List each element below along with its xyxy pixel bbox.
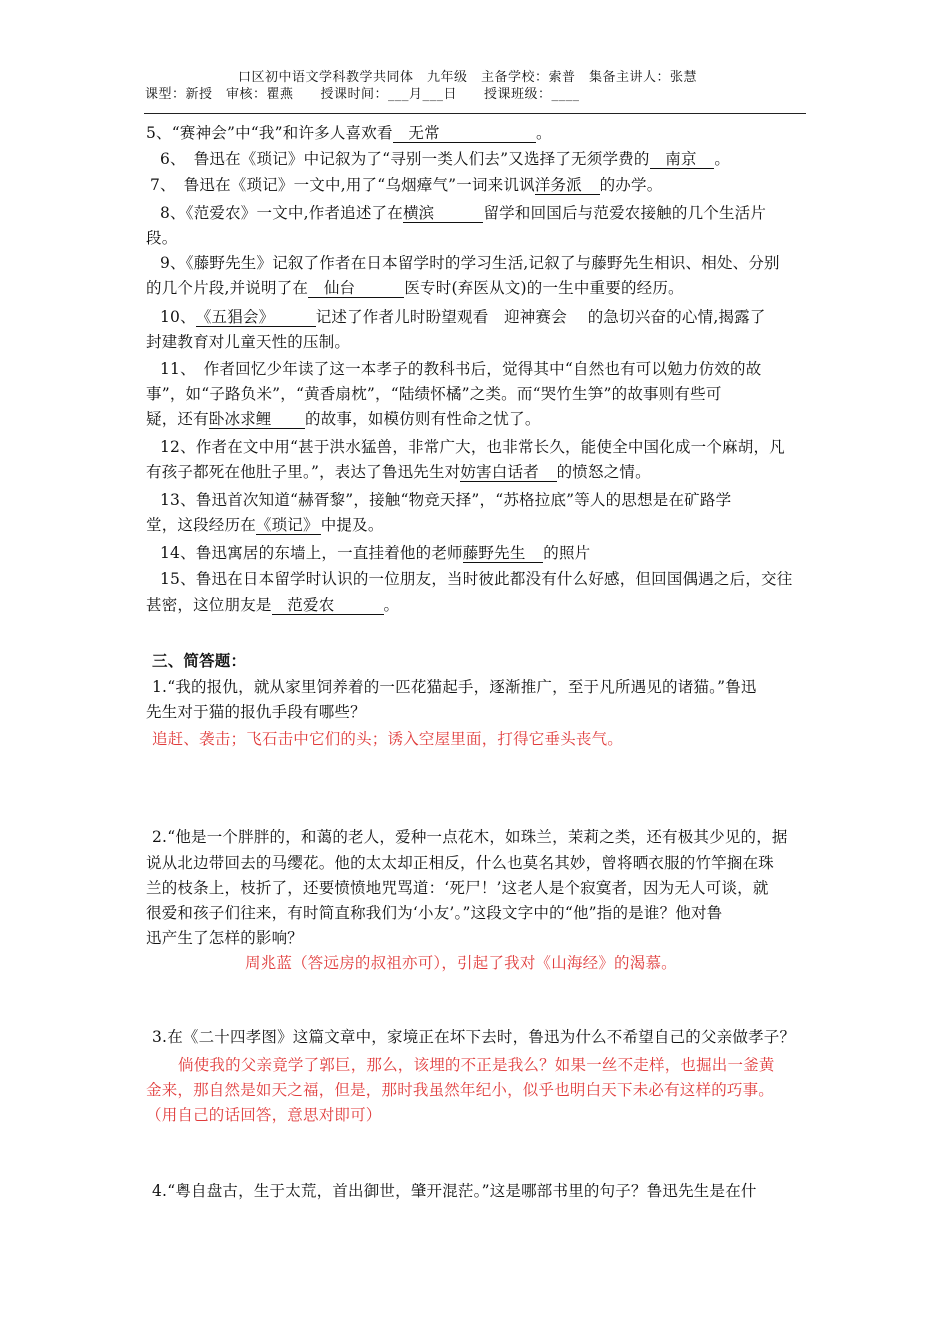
- question-6: [160, 148, 824, 170]
- question-text: 14、鲁迅寓居的东墙上，一直挂着他的老师: [160, 544, 463, 562]
- short-q2-line-1: 2.“他是一个胖胖的，和蔼的老人，爱种一点花木，如珠兰，茉莉之类，还有极其少见的，据: [152, 828, 788, 846]
- question-text: 的办学。: [599, 176, 663, 194]
- answer-blank: 南京: [649, 150, 713, 168]
- short-q3-answer-2: 金来，那自然是如天之福，但是，那时我虽然年纪小，似乎也明白天下未必有这样的巧事。: [146, 1081, 775, 1099]
- short-q3-answer-1: 倘使我的父亲竟学了郭巨，那么，该埋的不正是我么？如果一丝不走样，也掘出一釜黄: [178, 1056, 775, 1074]
- question-11-line-1: 11、 作者回忆少年读了这一本孝子的教科书后，觉得其中“自然也有可以勉力仿效的故: [160, 360, 762, 378]
- question-12-line-1: 12、作者在文中用“甚于洪水猛兽，非常广大，也非常长久，能使全中国化成一个麻胡，凡: [160, 438, 785, 456]
- question-8-cont: 段。: [146, 229, 178, 247]
- question-text: 的几个片段,并说明了在: [146, 279, 309, 297]
- question-text: 5、“赛神会”中“我”和许多人喜欢看: [146, 124, 393, 142]
- question-8: [160, 202, 824, 224]
- question-text: 医专时(弃医从文)的一生中重要的经历。: [404, 279, 684, 297]
- answer-blank: 范爱农: [271, 596, 382, 614]
- short-q1-line-2: 先生对于猫的报仇手段有哪些？: [146, 703, 366, 721]
- question-text: 中提及。: [320, 516, 384, 534]
- question-text: 7、 鲁迅在《琐记》一文中,用了“乌烟瘴气”一词来讥讽: [150, 176, 535, 194]
- short-q1-line-1: 1.“我的报仇，就从家里饲养着的一匹花猫起手，逐渐推广，至于凡所遇见的诸猫。”鲁迅: [152, 678, 757, 696]
- header-line-2: 课型：新授 审核：瞿燕 授课时间：___月___日 授课班级：____: [145, 87, 580, 102]
- question-text: 记述了作者儿时盼望观看 迎神赛会 的急切兴奋的心情,揭露了: [315, 308, 766, 326]
- question-text: 留学和回国后与范爱农接触的几个生活片: [483, 204, 767, 222]
- header-divider: [144, 113, 806, 114]
- question-5: [146, 122, 810, 144]
- question-12: [146, 461, 810, 483]
- question-13-line-1: 13、鲁迅首次知道“赫胥黎”，接触“物竞天择”，“苏格拉底”等人的思想是在矿路学: [160, 491, 732, 509]
- question-text: 堂，这段经历在: [146, 516, 256, 534]
- question-text: 。: [383, 596, 400, 614]
- answer-blank: 洋务派: [534, 176, 598, 194]
- question-15-line-1: 15、鲁迅在日本留学时认识的一位朋友，当时彼此都没有什么好感，但回国偶遇之后，交往: [160, 570, 793, 588]
- short-q2-line-5: 迅产生了怎样的影响？: [146, 929, 304, 947]
- question-text: 的故事，如模仿则有性命之忧了。: [305, 410, 541, 428]
- short-q2-line-2: 说从北边带回去的马缨花。他的太太却正相反，什么也莫名其妙，曾将晒衣服的竹竿搁在珠: [146, 854, 775, 872]
- answer-blank: 横滨: [402, 204, 482, 222]
- answer-blank: 藤野先生: [462, 544, 542, 562]
- question-text: 的愤怒之情。: [556, 463, 651, 481]
- question-7: [150, 174, 814, 196]
- short-q2-line-4: 很爱和孩子们往来，有时简直称我们为‘小友’。”这段文字中的“他”指的是谁？他对鲁: [146, 904, 723, 922]
- question-text: 甚密，这位朋友是: [146, 596, 272, 614]
- question-text: 8、《范爱农》一文中,作者追述了在: [160, 204, 403, 222]
- question-text: 。: [714, 150, 731, 168]
- question-text: 10、: [160, 308, 196, 326]
- short-q3-answer-3: （用自己的话回答，意思对即可）: [146, 1106, 382, 1124]
- question-9-line-1: 9、《藤野先生》记叙了作者在日本留学时的学习生活,记叙了与藤野先生相识、相处、分别: [160, 254, 780, 272]
- short-q2-line-3: 兰的枝条上，枝折了，还要愤愤地咒骂道：‘死尸！’这老人是个寂寞者，因为无人可谈，就: [146, 879, 769, 897]
- section-title: 三、简答题：: [152, 651, 247, 670]
- question-text: 的照片: [543, 544, 591, 562]
- question-10: [160, 306, 824, 328]
- short-q1-answer: 追赶、袭击；飞石击中它们的头；诱入空屋里面，打得它垂头丧气。: [152, 730, 624, 748]
- answer-blank: 仙台: [308, 279, 403, 297]
- question-9: [146, 277, 810, 299]
- question-text: 疑，还有: [146, 410, 209, 428]
- answer-blank: 《五猖会》: [195, 308, 314, 326]
- short-q3-line-1: 3.在《二十四孝图》这篇文章中，家境正在坏下去时，鲁迅为什么不希望自己的父亲做孝子？: [152, 1028, 796, 1046]
- question-11-line-2: 事”，如“子路负米”，“黄香扇枕”，“陆绩怀橘”之类。而“哭竹生笋”的故事则有些可: [146, 385, 722, 403]
- answer-blank: 无常: [392, 124, 534, 142]
- short-q2-answer: 周兆蓝（答远房的叔祖亦可），引起了我对《山海经》的渴慕。: [245, 954, 677, 972]
- question-text: 有孩子都死在他肚子里。”，表达了鲁迅先生对: [146, 463, 461, 481]
- question-10-cont: 封建教育对儿童天性的压制。: [146, 333, 351, 351]
- answer-blank: 妨害白话者: [460, 463, 555, 481]
- header-line-1: 口区初中语文学科教学共同体 九年级 主备学校：索普 集备主讲人：张慧: [238, 70, 698, 85]
- short-q4-line-1: 4.“粤自盘古，生于太荒，首出御世，肇开混茫。”这是哪部书里的句子？鲁迅先生是在什: [152, 1182, 757, 1200]
- question-11: [146, 408, 810, 430]
- question-text: 。: [535, 124, 552, 142]
- question-14: [160, 542, 824, 564]
- question-text: 6、 鲁迅在《琐记》中记叙为了“寻别一类人们去”又选择了无须学费的: [160, 150, 650, 168]
- answer-blank: 《琐记》: [255, 516, 319, 534]
- answer-blank: 卧冰求鲤: [208, 410, 304, 428]
- question-15: [146, 594, 810, 616]
- question-13: [146, 514, 810, 536]
